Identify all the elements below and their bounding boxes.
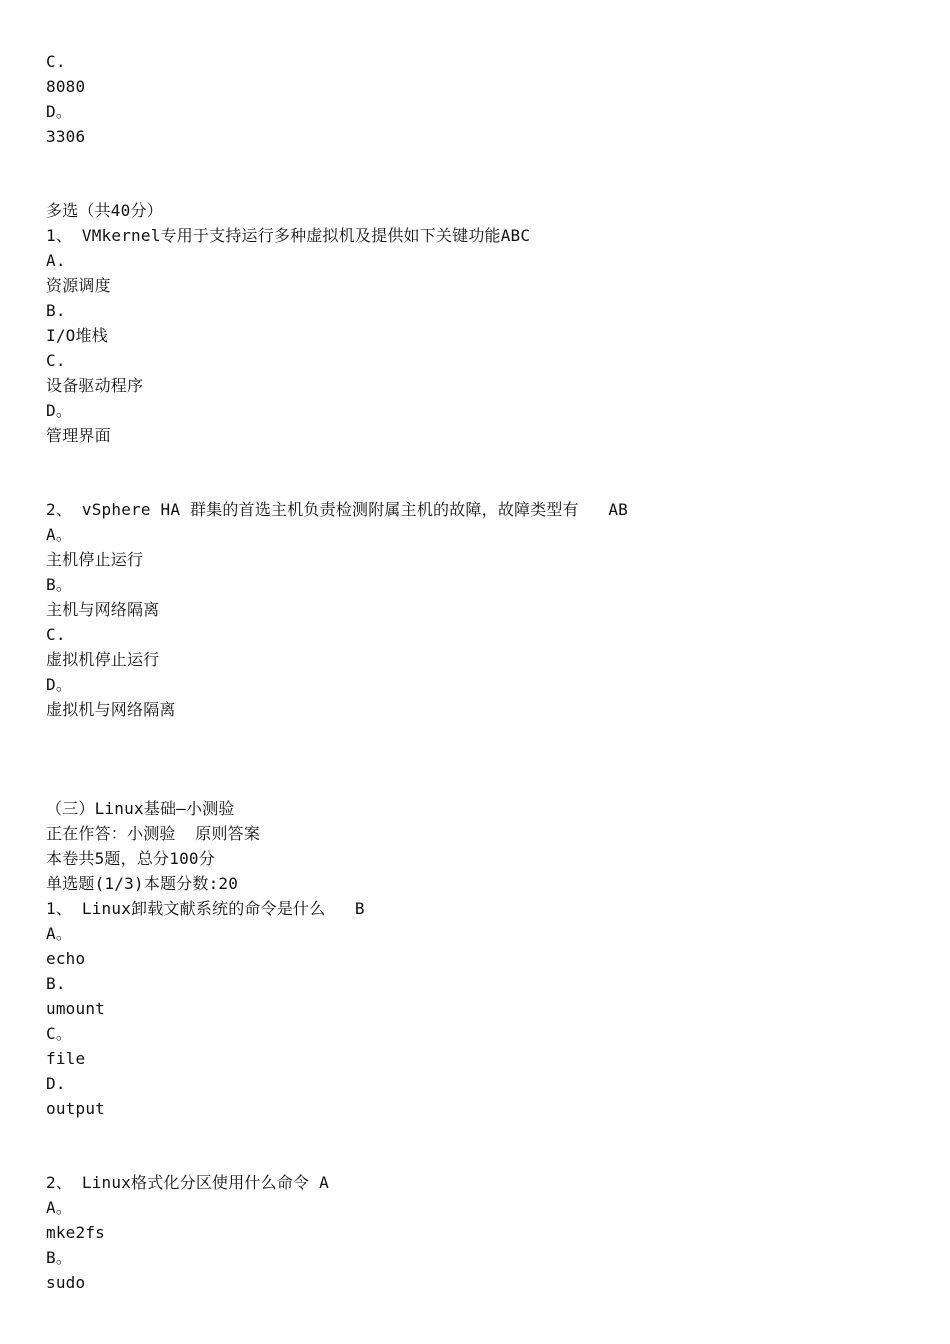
option-letter: A.	[46, 251, 66, 270]
option-text: 3306	[46, 127, 86, 146]
option-text: 主机停止运行	[46, 550, 144, 569]
option-letter: A。	[46, 1198, 73, 1217]
question-stem: 2、 Linux格式化分区使用什么命令 A	[46, 1173, 329, 1192]
option-text: file	[46, 1049, 86, 1068]
option-letter: C。	[46, 1024, 73, 1043]
option-letter: A。	[46, 924, 73, 943]
option-text: output	[46, 1099, 105, 1118]
option-text: I/O堆栈	[46, 326, 108, 345]
question-stem: 1、 VMkernel专用于支持运行多种虚拟机及提供如下关键功能ABC	[46, 226, 531, 245]
quiz-summary: 本卷共5题，总分100分	[46, 849, 215, 868]
option-text: 虚拟机与网络隔离	[46, 700, 176, 719]
quiz-status: 正在作答：小测验 原则答案	[46, 824, 261, 843]
option-letter: C.	[46, 625, 66, 644]
option-letter: B.	[46, 301, 66, 320]
option-letter: C.	[46, 351, 66, 370]
option-letter: C.	[46, 52, 66, 71]
option-letter: D。	[46, 675, 73, 694]
option-text: sudo	[46, 1273, 86, 1292]
option-text: mke2fs	[46, 1223, 105, 1242]
option-letter: D。	[46, 102, 73, 121]
option-letter: B。	[46, 575, 73, 594]
option-letter: B。	[46, 1248, 73, 1267]
option-text: 管理界面	[46, 426, 111, 445]
option-text: 设备驱动程序	[46, 376, 144, 395]
question-stem: 1、 Linux卸载文献系统的命令是什么 B	[46, 899, 365, 918]
section-title: （三）Linux基础—小测验	[46, 799, 235, 818]
option-text: umount	[46, 999, 105, 1018]
section-header: 多选（共40分）	[46, 201, 163, 220]
question-stem: 2、 vSphere HA 群集的首选主机负责检测附属主机的故障，故障类型有 AB	[46, 500, 628, 519]
option-text: 资源调度	[46, 276, 111, 295]
option-letter: A。	[46, 525, 73, 544]
option-letter: D.	[46, 1074, 66, 1093]
option-text: 主机与网络隔离	[46, 600, 160, 619]
option-text: echo	[46, 949, 86, 968]
option-text: 8080	[46, 77, 86, 96]
option-text: 虚拟机停止运行	[46, 650, 160, 669]
single-choice-header: 单选题(1/3)本题分数:20	[46, 874, 239, 893]
option-letter: B.	[46, 974, 66, 993]
option-letter: D。	[46, 401, 73, 420]
